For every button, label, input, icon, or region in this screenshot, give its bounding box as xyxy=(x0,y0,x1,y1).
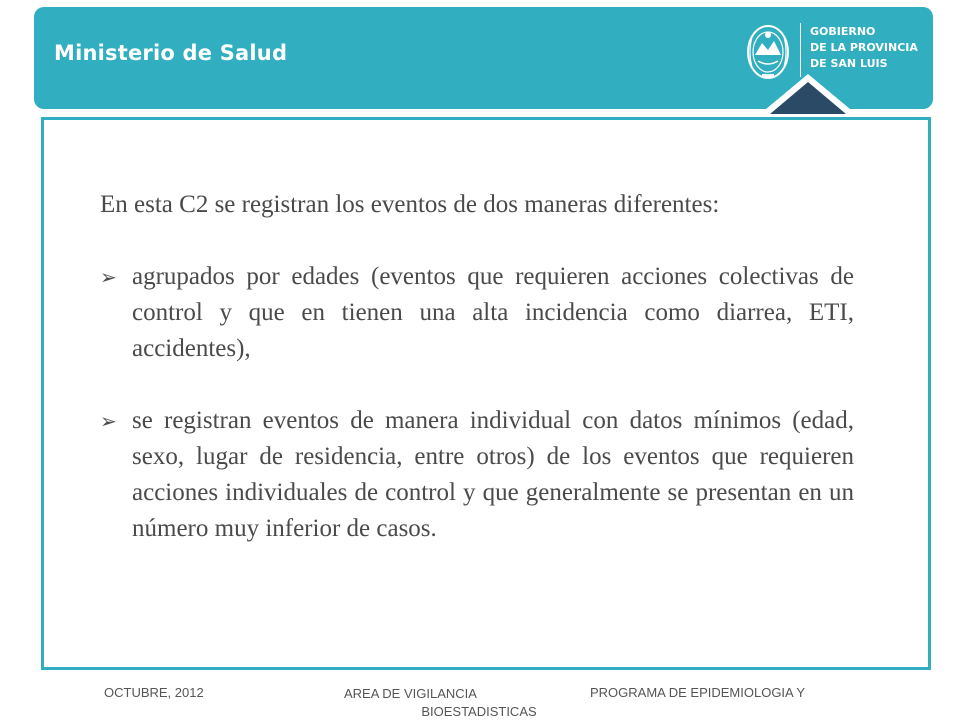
footer-date: OCTUBRE, 2012 xyxy=(104,685,204,700)
footer-area xyxy=(344,685,614,721)
government-line: DE SAN LUIS xyxy=(810,57,888,70)
header-tab-decoration xyxy=(760,70,856,116)
government-line: GOBIERNO xyxy=(810,25,876,38)
government-line: DE LA PROVINCIA xyxy=(810,41,918,54)
footer-area-line: AREA DE VIGILANCIA xyxy=(344,686,477,701)
bullet-item xyxy=(100,259,854,367)
bullet-item xyxy=(100,403,854,547)
intro-paragraph: En esta C2 se registran los eventos de dos maneras diferentes: xyxy=(100,191,720,218)
footer xyxy=(0,683,960,720)
arrow-bullet-icon: ➢ xyxy=(100,409,117,433)
bullet-text: agrupados por edades (eventos que requieren acciones colectivas de control y que en tienen una alta incidencia como diarrea, ETI, accidentes), xyxy=(132,263,854,362)
slide-body xyxy=(100,187,854,547)
government-name xyxy=(810,24,930,72)
footer-program: PROGRAMA DE EPIDEMIOLOGIA Y xyxy=(590,685,806,700)
header-divider xyxy=(800,23,801,77)
footer-area-line: BIOESTADISTICAS xyxy=(421,704,537,719)
ministry-title: Ministerio de Salud xyxy=(54,41,288,65)
bullet-text: se registran eventos de manera individual con datos mínimos (edad, sexo, lugar de residencia, entre otros) de los eventos que requieren acciones individuales de control y que generalmente se presentan en un número muy inferior de casos. xyxy=(132,407,854,542)
arrow-bullet-icon: ➢ xyxy=(100,265,117,289)
